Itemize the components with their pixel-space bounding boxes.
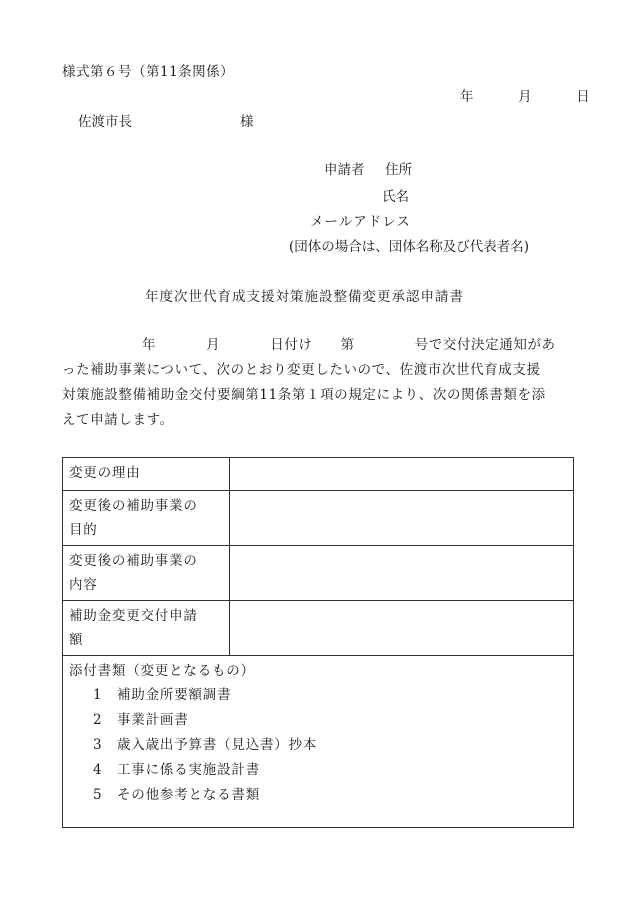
date-month-label: 月: [518, 89, 532, 105]
name-label: 氏名: [382, 189, 409, 205]
row-value-purpose[interactable]: [230, 491, 574, 546]
row-label-amount: 補助金変更交付申請 額: [63, 601, 230, 656]
list-item: 4 工事に係る実施設計書: [93, 762, 260, 778]
body-month: 月: [206, 337, 221, 353]
row-label-content: 変更後の補助事業の 内容: [63, 546, 230, 601]
organization-note: (団体の場合は、団体名称及び代表者名): [289, 239, 530, 255]
list-item: 1 補助金所要額調書: [93, 687, 232, 703]
attachments-heading: 添付書類（変更となるもの）: [69, 663, 255, 679]
row-value-reason[interactable]: [230, 458, 574, 491]
body-number-prefix: 第: [340, 337, 355, 353]
row-value-content[interactable]: [230, 546, 574, 601]
list-item: 3 歳入歳出予算書（見込書）抄本: [93, 737, 318, 753]
list-item: 2 事業計画書: [93, 712, 189, 728]
table-row: [63, 601, 574, 656]
row-label-reason: 変更の理由: [63, 458, 230, 491]
form-id: 様式第６号（第11条関係）: [62, 64, 235, 80]
body-line-1: [62, 333, 574, 358]
date-day-label: 日: [576, 89, 590, 105]
body-dated: 日付け: [270, 337, 313, 353]
body-line-1-rest: 号で交付決定通知があ: [414, 337, 556, 353]
date-year-label: 年: [460, 89, 474, 105]
table-row: [63, 458, 574, 491]
attachments-cell: [63, 656, 574, 828]
date-line: [460, 85, 590, 105]
addressee-name: 佐渡市長: [78, 114, 132, 130]
application-table: [62, 457, 574, 828]
body-line-3: 対策施設整備補助金交付要綱第11条第１項の規定により、次の関係書類を添: [62, 387, 546, 403]
applicant-label: 申請者: [324, 162, 365, 178]
document-title: 年度次世代育成支援対策施設整備変更承認申請書: [145, 289, 464, 305]
addressee-suffix: 様: [240, 114, 254, 130]
address-label: 住所: [385, 162, 413, 178]
list-item: 5 その他参考となる書類: [93, 787, 260, 803]
row-label-purpose: 変更後の補助事業の 目的: [63, 491, 230, 546]
table-row-attachments: [63, 656, 574, 828]
row-value-amount[interactable]: [230, 601, 574, 656]
table-row: [63, 491, 574, 546]
addressee: [78, 110, 254, 130]
body-year: 年: [142, 337, 157, 353]
body-line-2: った補助事業について、次のとおり変更したいので、佐渡市次世代育成支援: [62, 362, 541, 378]
body-line-4: えて申請します。: [62, 412, 174, 428]
email-label: メールアドレス: [310, 214, 411, 230]
table-row: [63, 546, 574, 601]
body-text: [62, 333, 574, 433]
attachments-list: [69, 683, 567, 808]
